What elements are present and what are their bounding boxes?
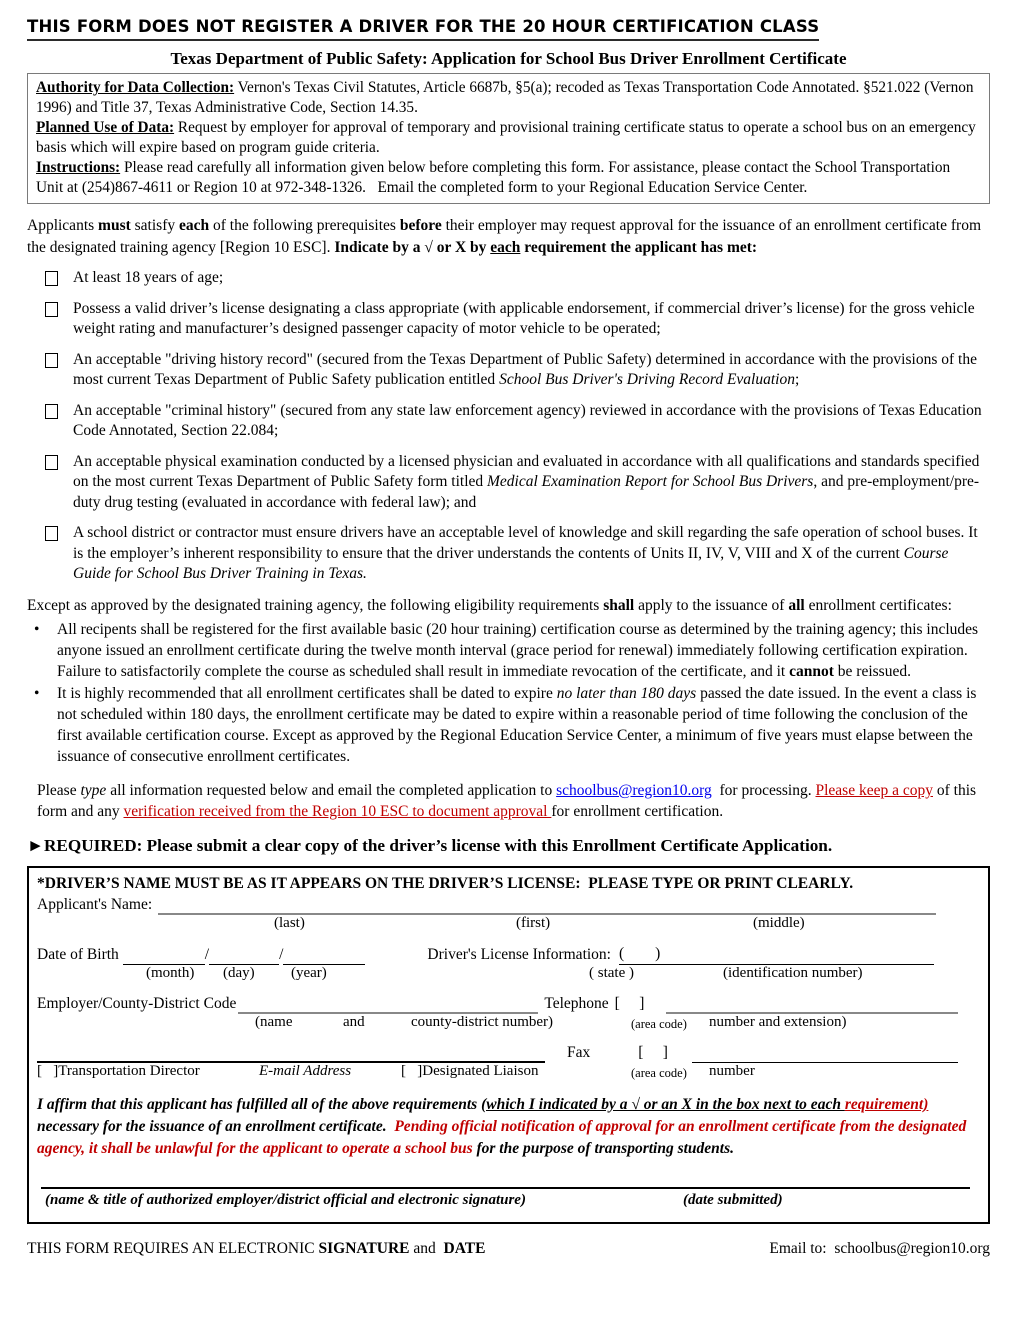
authority-box [27, 73, 990, 204]
checklist-item [45, 523, 990, 585]
dob-label: Date of Birth [37, 946, 119, 963]
applicant-form-box [27, 866, 990, 1224]
number-extension-label: number and extension) [709, 1014, 847, 1030]
checklist-item [45, 452, 990, 514]
employer-sublabels-row [37, 1014, 976, 1033]
signature-caption: (name & title of authorized employer/district official and electronic signature) [45, 1192, 526, 1208]
checklist-item-text [73, 268, 990, 289]
checklist-item-text [73, 401, 990, 442]
eligibility-bullets [34, 619, 990, 767]
email-text: Please [37, 782, 81, 799]
item-italic: Course Guide for School Bus Driver Training in Texas. [73, 544, 953, 582]
checkbox-icon[interactable] [45, 353, 58, 368]
footer-text: and [409, 1240, 444, 1257]
bullet-item-text [57, 619, 990, 682]
employer-code-field[interactable] [238, 994, 538, 1014]
checklist-item [45, 350, 990, 391]
affirm-underline: (which I indicated by a √ or an X in the box next to each [481, 1096, 845, 1113]
dob-day-field[interactable] [209, 946, 279, 965]
intro-bold: before [399, 217, 442, 234]
intro-text: satisfy [130, 217, 179, 234]
fax-number-label: number [709, 1063, 755, 1079]
applicant-name-field[interactable] [158, 895, 936, 915]
dl-state-area[interactable]: ( ) [619, 945, 661, 962]
telephone-areacode-field[interactable]: [ ] [614, 995, 645, 1012]
keep-copy-notice: Please keep a copy [815, 782, 933, 799]
bullet-icon: • [34, 685, 40, 702]
instructions-text: Please read carefully all information given below before completing this form. For assistance, please contact the School Transportation Unit at (254)867-4611 or Region 10 at 972-348-1326. Email the completed form to your Regional Education Service Center. [36, 159, 955, 196]
footer-email: Email to: schoolbus@region10.org [769, 1240, 990, 1257]
role-sublabels-row [37, 1063, 976, 1082]
name-sublabel-middle: (middle) [753, 915, 805, 931]
role-designated-liaison[interactable]: [ ]Designated Liaison [401, 1063, 539, 1079]
eligibility-text: Except as approved by the designated training agency, the following eligibility requirements [27, 596, 604, 614]
intro-text: Applicants [27, 217, 99, 234]
date-caption: (date submitted) [683, 1192, 783, 1208]
item-italic: School Bus Driver's Driving Record Evaluation [499, 371, 795, 388]
affirm-text: for the purpose of transporting students. [472, 1140, 735, 1157]
warning-heading: THIS FORM DOES NOT REGISTER A DRIVER FOR THE 20 HOUR CERTIFICATION CLASS [27, 16, 819, 41]
arrow-icon: ► [27, 836, 45, 855]
employer-code-label: Employer/County-District Code [37, 995, 237, 1012]
bullet-item [34, 619, 990, 682]
bullet-text: It is highly recommended that all enrollment certificates shall be dated to expire [57, 685, 557, 702]
verification-notice: verification received from the Region 10 ESC to document approval [123, 803, 552, 820]
areacode-label: (area code) [631, 1017, 687, 1031]
intro-bold: each [178, 217, 210, 234]
checklist-item-text [73, 523, 990, 585]
role-transportation-director[interactable]: [ ]Transportation Director [37, 1063, 200, 1079]
checkbox-icon[interactable] [45, 455, 58, 470]
email-text: for enrollment certification. [551, 803, 724, 820]
checklist-item-text [73, 299, 990, 340]
item-italic: Medical Examination Report for School Bus Drivers [487, 473, 814, 490]
email-fax-row [37, 1043, 976, 1063]
bullet-item-text [57, 683, 990, 767]
affirm-text: I affirm that this applicant has fulfilled all of the above requirements [37, 1096, 482, 1113]
checkbox-icon[interactable] [45, 271, 58, 286]
dl-info-label: Driver's License Information: [427, 946, 611, 963]
intro-text: of the following prerequisites [209, 217, 400, 234]
eligibility-text: apply to the issuance of [634, 596, 789, 614]
prerequisites-intro [27, 215, 990, 258]
item-text: An acceptable "driving history record" (secured from the Texas Department of Public Safety) determined in accordance with the provisions of the most current Texas Department of Public Safety publication entitled [73, 350, 981, 388]
required-notice [27, 835, 990, 857]
email-instructions [37, 780, 990, 822]
dob-year-field[interactable] [283, 946, 365, 965]
dob-sublabels-row [37, 965, 976, 984]
affirm-text: necessary for the issuance of an enrollment certificate. [37, 1096, 933, 1135]
bullet-text: All recipents shall be registered for the first available basic (20 hour training) certification course as determined by the training agency; this includes anyone issued an enrollment certificate during the twelve month interval (grace period for renewal) immediately following certification expiration. Failure to satisfactorily complete the course as scheduled shall result in immediate revocation of the certificate, and it [57, 621, 982, 680]
telephone-label: Telephone [544, 995, 609, 1012]
checklist-item-text [73, 452, 990, 514]
planned-use-label: Planned Use of Data: [36, 119, 175, 136]
eligibility-bold: shall [603, 596, 635, 614]
idnum-label: (identification number) [723, 965, 863, 981]
year-label: (year) [291, 965, 327, 981]
slash: / [204, 946, 210, 963]
county-district-sublabel: county-district number) [411, 1014, 554, 1030]
fax-label: Fax [567, 1044, 591, 1061]
authority-label: Authority for Data Collection: [36, 79, 235, 96]
item-text: , and pre-employment/pre-duty drug testing (evaluated in accordance with federal law); and [73, 473, 980, 511]
checkbox-icon[interactable] [45, 526, 58, 541]
checkbox-icon[interactable] [45, 302, 58, 317]
intro-text: their employer may request approval for the issuance of an enrollment certificate from the designated training agency [Region 10 ESC]. [27, 217, 985, 256]
instructions-label: Instructions: [36, 159, 121, 176]
checklist-item [45, 268, 990, 289]
eligibility-intro [27, 595, 990, 617]
email-address-field[interactable] [37, 1043, 545, 1063]
bullet-icon: • [34, 621, 40, 638]
eligibility-bold: all [788, 596, 805, 614]
page-title: Texas Department of Public Safety: Application for School Bus Driver Enrollment Certificate [170, 49, 847, 68]
footer [27, 1238, 990, 1259]
item-text: ; [794, 371, 800, 388]
form-header: *DRIVER’S NAME MUST BE AS IT APPEARS ON THE DRIVER’S LICENSE: PLEASE TYPE OR PRINT CLEARLY. [37, 875, 854, 892]
footer-note [27, 1238, 485, 1259]
eligibility-text: enrollment certificates: [804, 596, 952, 614]
intro-bold: must [98, 217, 131, 234]
bullet-bold: cannot [789, 663, 834, 680]
item-text: An acceptable physical examination conducted by a licensed physician and evaluated in accordance with all qualifications and standards specified on the most current Texas Department of Public Safety form titled [73, 452, 984, 490]
bullet-text: be reissued. [833, 663, 911, 680]
affirmation-text [37, 1094, 976, 1160]
required-text: REQUIRED: Please submit a clear copy of the driver’s license with this Enrollment Certificate Application. [44, 836, 833, 855]
checkbox-icon[interactable] [45, 404, 58, 419]
email-italic: type [80, 782, 107, 799]
name-sublabel-first: (first) [516, 915, 551, 931]
bullet-text: passed the date issued. In the event a class is not scheduled within 180 days, the enrollment certificate may be dated to expire within a reasonable period of time following the conclusion of the first available certification course. Except as approved by the Regional Education Service Center, a minimum of five years must elapse between the issuance of consecutive enrollment certificates. [57, 685, 981, 765]
checklist-item [45, 401, 990, 442]
affirm-red-warning: Pending official notification of approval for an enrollment certificate from the designated agency, it shall be unlawful for the applicant to operate a school bus [37, 1118, 971, 1157]
footer-bold-signature: SIGNATURE [318, 1240, 410, 1257]
telephone-number-field[interactable] [666, 994, 958, 1014]
authority-text: Vernon's Texas Civil Statutes, Article 6687b, §5(a); recoded as Texas Transportation Code Annotated. §521.022 (Vernon 1996) and Title 37, Texas Administrative Code, Section 14.35. [36, 79, 978, 116]
footer-bold-date: DATE [443, 1240, 486, 1257]
email-link[interactable]: schoolbus@region10.org [556, 782, 712, 799]
fax-areacode-field[interactable]: [ ] [638, 1044, 668, 1061]
footer-text: THIS FORM REQUIRES AN ELECTRONIC [27, 1240, 319, 1257]
employer-and-sublabel: and [343, 1014, 365, 1030]
month-label: (month) [146, 965, 195, 981]
intro-bold: requirement the applicant has met: [520, 238, 758, 256]
employer-telephone-row [37, 994, 976, 1014]
bullet-italic: no later than 180 days [556, 685, 697, 702]
planned-use-text: Request by employer for approval of temporary and provisional training certificate status to operate a school bus on an emergency basis which will expire based on program guide criteria. [36, 119, 980, 156]
email-address-label: E-mail Address [259, 1063, 352, 1079]
name-sublabel-last: (last) [274, 915, 305, 931]
email-text: of this form and any [37, 782, 980, 820]
slash: / [279, 946, 284, 963]
signature-captions [37, 1192, 976, 1214]
day-label: (day) [223, 965, 255, 981]
item-text: An acceptable "criminal history" (secured from any state law enforcement agency) reviewed in accordance with the provisions of Texas Education Code Annotated, Section 22.084; [73, 401, 986, 439]
email-text: all information requested below and email the completed application to [106, 782, 557, 799]
affirm-underline-red: requirement) [844, 1096, 929, 1113]
checklist-item [45, 299, 990, 340]
warning-heading-wrap [27, 16, 990, 41]
item-text: A school district or contractor must ensure drivers have an acceptable level of knowledge and skill regarding the safe operation of school buses. It is the employer’s inherent responsibility to ensure that the driver understands the contents of Units II, IV, V, VIII and X of the current [73, 524, 982, 562]
dl-number-field[interactable] [619, 944, 934, 965]
name-sublabels-row [37, 915, 976, 934]
fax-number-field[interactable] [692, 1044, 958, 1063]
state-label: ( state ) [589, 965, 634, 981]
intro-bold-underline: each [490, 238, 521, 256]
bullet-item [34, 683, 990, 767]
fax-areacode-label: (area code) [631, 1066, 687, 1080]
intro-bold: Indicate by a √ or X by [334, 238, 491, 256]
item-text: At least 18 years of age; [73, 269, 224, 286]
checklist-item-text [73, 350, 990, 391]
signature-line[interactable] [41, 1186, 970, 1189]
dob-month-field[interactable] [123, 946, 205, 965]
applicant-name-row [37, 895, 976, 915]
employer-name-sublabel: (name [255, 1014, 293, 1030]
item-text: Possess a valid driver’s license designating a class appropriate (with applicable endorsement, if commercial driver’s license) for the gross vehicle weight rating and manufacturer’s designed passenger capacity of motor vehicle to be operated; [73, 299, 979, 337]
dob-license-row [37, 944, 976, 965]
requirements-checklist [45, 268, 990, 585]
applicant-name-label: Applicant's Name: [37, 896, 153, 913]
email-text: for processing. [711, 782, 816, 799]
